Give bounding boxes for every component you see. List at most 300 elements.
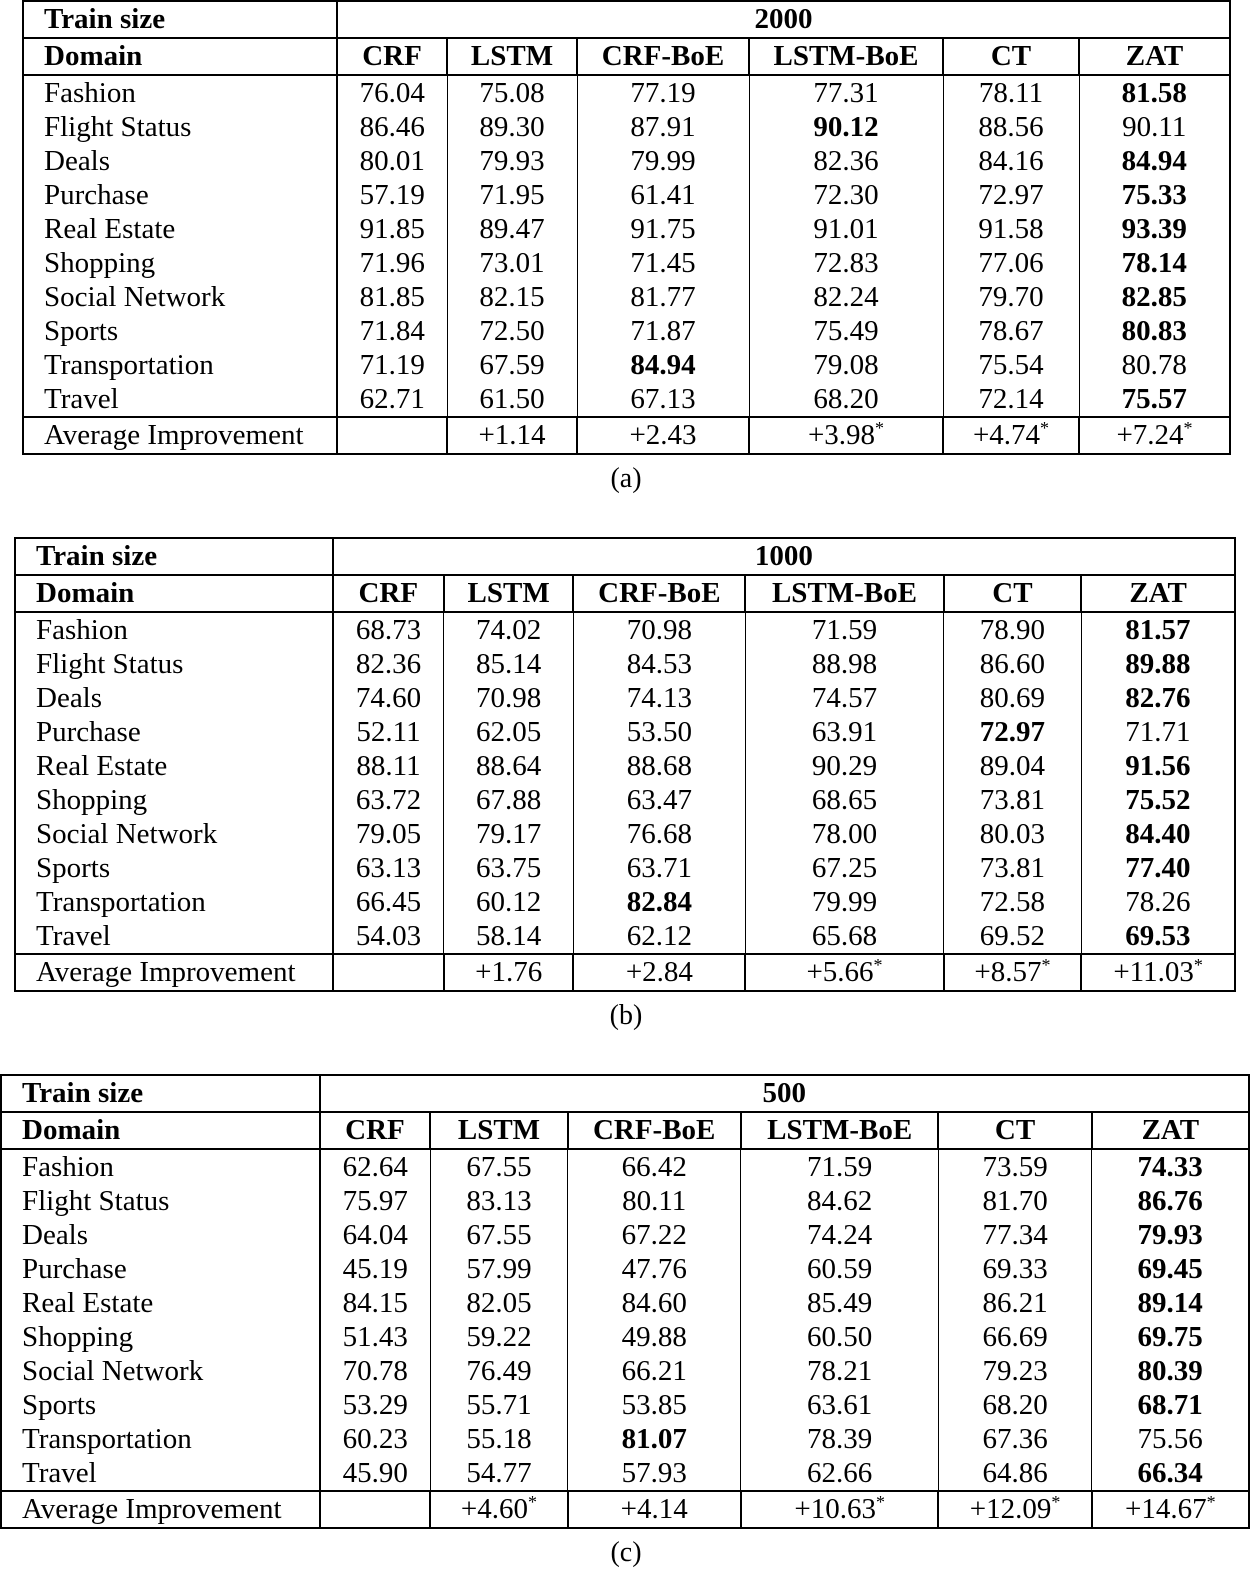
significance-star: * <box>1040 418 1050 438</box>
domain-cell: Real Estate <box>15 749 333 783</box>
header-row-train-size <box>1 1075 1249 1112</box>
score-cell: 68.20 <box>938 1388 1091 1422</box>
score-cell: 82.76 <box>1081 681 1235 715</box>
score-cell: 88.64 <box>444 749 573 783</box>
score-cell: 81.57 <box>1081 612 1235 647</box>
score-cell: 69.33 <box>938 1252 1091 1286</box>
domain-cell: Sports <box>1 1388 320 1422</box>
column-header: LSTM <box>447 38 577 75</box>
domain-cell: Flight Status <box>15 647 333 681</box>
average-improvement-label: Average Improvement <box>23 417 337 454</box>
score-cell: 59.22 <box>430 1320 567 1354</box>
significance-star: * <box>873 955 883 975</box>
score-cell: 89.47 <box>447 212 577 246</box>
score-cell: 72.97 <box>943 178 1079 212</box>
average-improvement-cell <box>1092 1491 1249 1528</box>
score-cell: 63.13 <box>333 851 444 885</box>
score-cell: 53.29 <box>320 1388 431 1422</box>
table-row <box>1 1218 1249 1252</box>
score-cell: 60.12 <box>444 885 573 919</box>
score-cell: 67.25 <box>745 851 943 885</box>
score-cell: 61.41 <box>577 178 749 212</box>
column-header: CT <box>943 38 1079 75</box>
score-cell: 63.71 <box>573 851 745 885</box>
significance-star: * <box>875 418 885 438</box>
domain-cell: Transportation <box>1 1422 320 1456</box>
score-cell: 80.78 <box>1079 348 1230 382</box>
score-cell: 89.04 <box>944 749 1082 783</box>
score-cell: 66.34 <box>1092 1456 1249 1491</box>
score-cell: 79.99 <box>577 144 749 178</box>
domain-cell: Deals <box>15 681 333 715</box>
table-row <box>1 1252 1249 1286</box>
score-cell: 62.71 <box>337 382 447 417</box>
domain-cell: Purchase <box>15 715 333 749</box>
score-cell: 55.18 <box>430 1422 567 1456</box>
column-header: LSTM <box>444 575 573 612</box>
domain-cell: Social Network <box>15 817 333 851</box>
score-cell: 85.49 <box>741 1286 939 1320</box>
column-header: LSTM-BoE <box>745 575 943 612</box>
score-cell: 85.14 <box>444 647 573 681</box>
score-cell: 79.93 <box>1092 1218 1249 1252</box>
score-cell: 78.21 <box>741 1354 939 1388</box>
caption-c: (c) <box>610 1537 642 1568</box>
average-improvement-cell <box>447 417 577 454</box>
table-row <box>15 885 1235 919</box>
score-cell: 68.71 <box>1092 1388 1249 1422</box>
results-table-c <box>0 1074 1250 1529</box>
average-improvement-cell <box>1081 954 1235 991</box>
score-cell: 77.06 <box>943 246 1079 280</box>
score-cell: 78.39 <box>741 1422 939 1456</box>
domain-cell: Social Network <box>1 1354 320 1388</box>
average-improvement-cell <box>333 954 444 991</box>
average-improvement-cell <box>444 954 573 991</box>
score-cell: 82.05 <box>430 1286 567 1320</box>
score-cell: 67.88 <box>444 783 573 817</box>
header-row-columns <box>1 1112 1249 1149</box>
table-row <box>1 1184 1249 1218</box>
score-cell: 81.07 <box>568 1422 741 1456</box>
average-improvement-value: +1.76 <box>475 956 543 988</box>
table-row <box>23 75 1230 110</box>
column-header: CT <box>938 1112 1091 1149</box>
average-improvement-cell <box>337 417 447 454</box>
score-cell: 66.42 <box>568 1149 741 1184</box>
domain-cell: Travel <box>1 1456 320 1491</box>
domain-cell: Purchase <box>23 178 337 212</box>
table-row <box>23 280 1230 314</box>
domain-column-header: Domain <box>1 1112 320 1149</box>
score-cell: 77.34 <box>938 1218 1091 1252</box>
score-cell: 75.52 <box>1081 783 1235 817</box>
score-cell: 76.68 <box>573 817 745 851</box>
significance-star: * <box>1193 955 1203 975</box>
score-cell: 74.57 <box>745 681 943 715</box>
score-cell: 63.72 <box>333 783 444 817</box>
average-improvement-cell <box>1079 417 1230 454</box>
significance-star: * <box>1206 1492 1216 1512</box>
average-improvement-value: +4.74 <box>972 419 1041 451</box>
score-cell: 51.43 <box>320 1320 431 1354</box>
score-cell: 82.36 <box>333 647 444 681</box>
table-row <box>15 612 1235 647</box>
results-table-a <box>22 0 1229 455</box>
domain-cell: Real Estate <box>1 1286 320 1320</box>
results-table <box>14 537 1236 992</box>
average-improvement-row <box>23 417 1230 454</box>
score-cell: 67.55 <box>430 1218 567 1252</box>
domain-cell: Fashion <box>1 1149 320 1184</box>
average-improvement-cell <box>943 417 1079 454</box>
table-row <box>1 1388 1249 1422</box>
average-improvement-label: Average Improvement <box>15 954 333 991</box>
score-cell: 53.50 <box>573 715 745 749</box>
domain-cell: Transportation <box>15 885 333 919</box>
score-cell: 72.83 <box>749 246 943 280</box>
score-cell: 70.98 <box>444 681 573 715</box>
score-cell: 74.13 <box>573 681 745 715</box>
score-cell: 70.78 <box>320 1354 431 1388</box>
score-cell: 78.11 <box>943 75 1079 110</box>
score-cell: 80.03 <box>944 817 1082 851</box>
domain-column-header: Domain <box>15 575 333 612</box>
domain-cell: Transportation <box>23 348 337 382</box>
score-cell: 71.84 <box>337 314 447 348</box>
score-cell: 78.67 <box>943 314 1079 348</box>
train-size-label: Train size <box>15 538 333 575</box>
score-cell: 75.54 <box>943 348 1079 382</box>
score-cell: 77.31 <box>749 75 943 110</box>
score-cell: 86.76 <box>1092 1184 1249 1218</box>
score-cell: 45.19 <box>320 1252 431 1286</box>
score-cell: 47.76 <box>568 1252 741 1286</box>
table-row <box>1 1354 1249 1388</box>
score-cell: 71.95 <box>447 178 577 212</box>
score-cell: 72.30 <box>749 178 943 212</box>
average-improvement-value: +1.14 <box>478 419 546 451</box>
score-cell: 88.68 <box>573 749 745 783</box>
score-cell: 60.23 <box>320 1422 431 1456</box>
score-cell: 76.49 <box>430 1354 567 1388</box>
score-cell: 57.19 <box>337 178 447 212</box>
score-cell: 79.99 <box>745 885 943 919</box>
score-cell: 81.58 <box>1079 75 1230 110</box>
score-cell: 82.15 <box>447 280 577 314</box>
score-cell: 60.50 <box>741 1320 939 1354</box>
score-cell: 81.70 <box>938 1184 1091 1218</box>
average-improvement-cell <box>938 1491 1091 1528</box>
score-cell: 74.60 <box>333 681 444 715</box>
score-cell: 77.40 <box>1081 851 1235 885</box>
average-improvement-cell <box>568 1491 741 1528</box>
score-cell: 62.12 <box>573 919 745 954</box>
column-header: LSTM-BoE <box>741 1112 939 1149</box>
table-row <box>23 314 1230 348</box>
column-header: CRF <box>320 1112 431 1149</box>
score-cell: 71.59 <box>745 612 943 647</box>
score-cell: 88.98 <box>745 647 943 681</box>
column-header: CRF <box>333 575 444 612</box>
table-row <box>15 647 1235 681</box>
score-cell: 89.30 <box>447 110 577 144</box>
train-size-label: Train size <box>23 1 337 38</box>
column-header: LSTM-BoE <box>749 38 943 75</box>
score-cell: 84.62 <box>741 1184 939 1218</box>
results-table-b <box>14 537 1236 992</box>
average-improvement-cell <box>944 954 1082 991</box>
domain-cell: Real Estate <box>23 212 337 246</box>
score-cell: 72.14 <box>943 382 1079 417</box>
average-improvement-cell <box>320 1491 431 1528</box>
score-cell: 66.45 <box>333 885 444 919</box>
score-cell: 71.71 <box>1081 715 1235 749</box>
score-cell: 86.21 <box>938 1286 1091 1320</box>
domain-cell: Shopping <box>1 1320 320 1354</box>
score-cell: 78.00 <box>745 817 943 851</box>
score-cell: 54.03 <box>333 919 444 954</box>
score-cell: 79.05 <box>333 817 444 851</box>
score-cell: 76.04 <box>337 75 447 110</box>
average-improvement-value: +4.60 <box>460 1493 528 1525</box>
score-cell: 69.75 <box>1092 1320 1249 1354</box>
score-cell: 73.59 <box>938 1149 1091 1184</box>
score-cell: 88.11 <box>333 749 444 783</box>
score-cell: 75.56 <box>1092 1422 1249 1456</box>
score-cell: 75.57 <box>1079 382 1230 417</box>
average-improvement-value: +2.43 <box>629 419 697 451</box>
train-size-value: 500 <box>320 1075 1249 1112</box>
column-header: ZAT <box>1081 575 1235 612</box>
score-cell: 69.53 <box>1081 919 1235 954</box>
column-header: ZAT <box>1079 38 1230 75</box>
domain-cell: Travel <box>15 919 333 954</box>
table-row <box>23 212 1230 246</box>
score-cell: 93.39 <box>1079 212 1230 246</box>
domain-cell: Travel <box>23 382 337 417</box>
score-cell: 60.59 <box>741 1252 939 1286</box>
score-cell: 82.85 <box>1079 280 1230 314</box>
score-cell: 78.14 <box>1079 246 1230 280</box>
results-table <box>22 0 1231 455</box>
score-cell: 75.08 <box>447 75 577 110</box>
score-cell: 90.29 <box>745 749 943 783</box>
column-header: CT <box>944 575 1082 612</box>
score-cell: 64.04 <box>320 1218 431 1252</box>
domain-cell: Flight Status <box>1 1184 320 1218</box>
score-cell: 71.59 <box>741 1149 939 1184</box>
table-row <box>23 382 1230 417</box>
average-improvement-value: +7.24 <box>1116 419 1184 451</box>
average-improvement-label: Average Improvement <box>1 1491 320 1528</box>
score-cell: 84.16 <box>943 144 1079 178</box>
significance-star: * <box>528 1492 537 1512</box>
score-cell: 84.60 <box>568 1286 741 1320</box>
domain-cell: Flight Status <box>23 110 337 144</box>
table-row <box>15 681 1235 715</box>
score-cell: 84.15 <box>320 1286 431 1320</box>
score-cell: 78.26 <box>1081 885 1235 919</box>
domain-cell: Fashion <box>23 75 337 110</box>
average-improvement-value: +11.03 <box>1113 956 1194 988</box>
score-cell: 68.73 <box>333 612 444 647</box>
table-row <box>23 348 1230 382</box>
column-header: CRF-BoE <box>568 1112 741 1149</box>
score-cell: 45.90 <box>320 1456 431 1491</box>
score-cell: 66.21 <box>568 1354 741 1388</box>
score-cell: 91.75 <box>577 212 749 246</box>
average-improvement-value: +14.67 <box>1125 1493 1207 1525</box>
score-cell: 67.55 <box>430 1149 567 1184</box>
score-cell: 71.96 <box>337 246 447 280</box>
score-cell: 89.88 <box>1081 647 1235 681</box>
score-cell: 74.24 <box>741 1218 939 1252</box>
average-improvement-value: +12.09 <box>969 1493 1052 1525</box>
score-cell: 80.01 <box>337 144 447 178</box>
domain-cell: Social Network <box>23 280 337 314</box>
score-cell: 67.13 <box>577 382 749 417</box>
score-cell: 49.88 <box>568 1320 741 1354</box>
average-improvement-value: +5.66 <box>806 956 874 988</box>
score-cell: 75.97 <box>320 1184 431 1218</box>
header-row-train-size <box>23 1 1230 38</box>
score-cell: 84.53 <box>573 647 745 681</box>
table-row <box>23 178 1230 212</box>
caption-b: (b) <box>609 1000 643 1031</box>
domain-cell: Sports <box>15 851 333 885</box>
significance-star: * <box>1183 418 1193 438</box>
domain-cell: Fashion <box>15 612 333 647</box>
table-row <box>23 246 1230 280</box>
column-header: CRF-BoE <box>577 38 749 75</box>
domain-cell: Deals <box>23 144 337 178</box>
score-cell: 71.87 <box>577 314 749 348</box>
score-cell: 79.70 <box>943 280 1079 314</box>
score-cell: 79.17 <box>444 817 573 851</box>
score-cell: 63.91 <box>745 715 943 749</box>
score-cell: 81.77 <box>577 280 749 314</box>
score-cell: 52.11 <box>333 715 444 749</box>
domain-cell: Sports <box>23 314 337 348</box>
score-cell: 58.14 <box>444 919 573 954</box>
average-improvement-cell <box>741 1491 939 1528</box>
significance-star: * <box>1041 955 1051 975</box>
score-cell: 73.81 <box>944 783 1082 817</box>
score-cell: 71.45 <box>577 246 749 280</box>
column-header: CRF-BoE <box>573 575 745 612</box>
score-cell: 73.01 <box>447 246 577 280</box>
score-cell: 66.69 <box>938 1320 1091 1354</box>
score-cell: 90.12 <box>749 110 943 144</box>
column-header: LSTM <box>430 1112 567 1149</box>
score-cell: 62.66 <box>741 1456 939 1491</box>
score-cell: 86.46 <box>337 110 447 144</box>
score-cell: 68.20 <box>749 382 943 417</box>
average-improvement-value: +2.84 <box>625 956 693 988</box>
score-cell: 54.77 <box>430 1456 567 1491</box>
score-cell: 72.97 <box>944 715 1082 749</box>
score-cell: 72.50 <box>447 314 577 348</box>
score-cell: 65.68 <box>745 919 943 954</box>
score-cell: 71.19 <box>337 348 447 382</box>
average-improvement-cell <box>573 954 745 991</box>
score-cell: 53.85 <box>568 1388 741 1422</box>
table-row <box>1 1149 1249 1184</box>
score-cell: 91.56 <box>1081 749 1235 783</box>
score-cell: 55.71 <box>430 1388 567 1422</box>
score-cell: 80.83 <box>1079 314 1230 348</box>
table-row <box>23 144 1230 178</box>
header-row-train-size <box>15 538 1235 575</box>
score-cell: 79.08 <box>749 348 943 382</box>
significance-star: * <box>875 1492 885 1512</box>
domain-cell: Shopping <box>15 783 333 817</box>
score-cell: 70.98 <box>573 612 745 647</box>
domain-cell: Purchase <box>1 1252 320 1286</box>
average-improvement-cell <box>430 1491 567 1528</box>
score-cell: 84.40 <box>1081 817 1235 851</box>
score-cell: 91.85 <box>337 212 447 246</box>
average-improvement-row <box>15 954 1235 991</box>
score-cell: 89.14 <box>1092 1286 1249 1320</box>
score-cell: 82.24 <box>749 280 943 314</box>
score-cell: 63.47 <box>573 783 745 817</box>
score-cell: 91.58 <box>943 212 1079 246</box>
column-header: CRF <box>337 38 447 75</box>
score-cell: 63.75 <box>444 851 573 885</box>
score-cell: 81.85 <box>337 280 447 314</box>
score-cell: 57.99 <box>430 1252 567 1286</box>
score-cell: 57.93 <box>568 1456 741 1491</box>
table-row <box>15 817 1235 851</box>
score-cell: 64.86 <box>938 1456 1091 1491</box>
average-improvement-cell <box>749 417 943 454</box>
caption-a: (a) <box>610 463 642 494</box>
score-cell: 78.90 <box>944 612 1082 647</box>
train-size-value: 1000 <box>333 538 1235 575</box>
score-cell: 75.49 <box>749 314 943 348</box>
score-cell: 67.36 <box>938 1422 1091 1456</box>
header-row-columns <box>23 38 1230 75</box>
score-cell: 82.36 <box>749 144 943 178</box>
table-row <box>1 1456 1249 1491</box>
table-row <box>15 783 1235 817</box>
score-cell: 80.11 <box>568 1184 741 1218</box>
average-improvement-cell <box>577 417 749 454</box>
score-cell: 75.33 <box>1079 178 1230 212</box>
table-row <box>15 919 1235 954</box>
score-cell: 84.94 <box>577 348 749 382</box>
score-cell: 72.58 <box>944 885 1082 919</box>
table-row <box>1 1286 1249 1320</box>
average-improvement-value: +10.63 <box>794 1493 876 1525</box>
score-cell: 80.39 <box>1092 1354 1249 1388</box>
significance-star: * <box>1051 1492 1061 1512</box>
domain-cell: Deals <box>1 1218 320 1252</box>
score-cell: 61.50 <box>447 382 577 417</box>
results-table <box>0 1074 1250 1529</box>
score-cell: 74.33 <box>1092 1149 1249 1184</box>
train-size-value: 2000 <box>337 1 1230 38</box>
score-cell: 80.69 <box>944 681 1082 715</box>
score-cell: 82.84 <box>573 885 745 919</box>
score-cell: 67.59 <box>447 348 577 382</box>
score-cell: 63.61 <box>741 1388 939 1422</box>
score-cell: 91.01 <box>749 212 943 246</box>
score-cell: 90.11 <box>1079 110 1230 144</box>
score-cell: 83.13 <box>430 1184 567 1218</box>
